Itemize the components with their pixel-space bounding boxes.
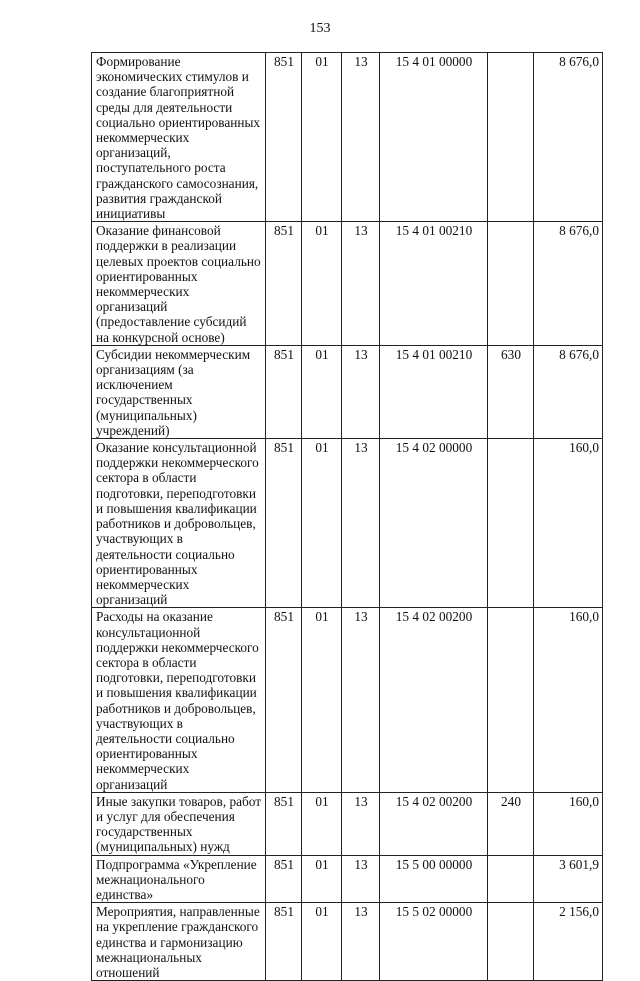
amount: 160,0 xyxy=(534,439,603,608)
target-code: 15 4 01 00210 xyxy=(380,345,488,438)
table-row xyxy=(92,222,603,346)
subsection-code: 13 xyxy=(342,608,380,792)
amount: 160,0 xyxy=(534,792,603,855)
amount: 160,0 xyxy=(534,608,603,792)
table-row xyxy=(92,53,603,222)
table-row xyxy=(92,608,603,792)
row-name: Мероприятия, направленные на укрепление гражданского единства и гармонизацию межнациональных отношений xyxy=(92,903,266,981)
amount: 8 676,0 xyxy=(534,345,603,438)
ministry-code: 851 xyxy=(266,903,302,981)
subsection-code: 13 xyxy=(342,439,380,608)
row-name: Расходы на оказание консультационной поддержки некоммерческого сектора в области подготовки, переподготовки и повышения квалификации работников и добровольцев, участвующих в деятельности социально ориентированных некоммерческих организаций xyxy=(92,608,266,792)
target-code: 15 4 02 00200 xyxy=(380,608,488,792)
expense-type-code xyxy=(488,855,534,903)
expense-type-code: 240 xyxy=(488,792,534,855)
amount: 8 676,0 xyxy=(534,222,603,346)
row-name: Формирование экономических стимулов и создание благоприятной среды для деятельности социально ориентированных некоммерческих организаций, поступательного роста гражданского самосознания, развития гражданской инициативы xyxy=(92,53,266,222)
target-code: 15 4 01 00210 xyxy=(380,222,488,346)
expense-type-code xyxy=(488,53,534,222)
expense-type-code: 630 xyxy=(488,345,534,438)
row-name: Подпрограмма «Укрепление межнационального единства» xyxy=(92,855,266,903)
subsection-code: 13 xyxy=(342,903,380,981)
section-code: 01 xyxy=(302,345,342,438)
section-code: 01 xyxy=(302,222,342,346)
amount: 3 601,9 xyxy=(534,855,603,903)
ministry-code: 851 xyxy=(266,792,302,855)
amount: 2 156,0 xyxy=(534,903,603,981)
row-name: Оказание финансовой поддержки в реализации целевых проектов социально ориентированных некоммерческих организаций (предоставление субсидий на конкурсной основе) xyxy=(92,222,266,346)
section-code: 01 xyxy=(302,608,342,792)
section-code: 01 xyxy=(302,439,342,608)
subsection-code: 13 xyxy=(342,53,380,222)
table-row xyxy=(92,792,603,855)
page-number: 153 xyxy=(309,21,331,36)
row-name: Оказание консультационной поддержки некоммерческого сектора в области подготовки, переподготовки и повышения квалификации работников и добровольцев, участвующих в деятельности социально ориентированных некоммерческих организаций xyxy=(92,439,266,608)
ministry-code: 851 xyxy=(266,439,302,608)
table-row xyxy=(92,345,603,438)
section-code: 01 xyxy=(302,792,342,855)
expense-type-code xyxy=(488,439,534,608)
ministry-code: 851 xyxy=(266,608,302,792)
target-code: 15 4 02 00000 xyxy=(380,439,488,608)
section-code: 01 xyxy=(302,903,342,981)
ministry-code: 851 xyxy=(266,222,302,346)
section-code: 01 xyxy=(302,53,342,222)
subsection-code: 13 xyxy=(342,855,380,903)
target-code: 15 4 01 00000 xyxy=(380,53,488,222)
budget-table xyxy=(91,52,603,981)
ministry-code: 851 xyxy=(266,53,302,222)
row-name: Иные закупки товаров, работ и услуг для обеспечения государственных (муниципальных) нужд xyxy=(92,792,266,855)
target-code: 15 5 00 00000 xyxy=(380,855,488,903)
row-name: Субсидии некоммерческим организациям (за исключением государственных (муниципальных) учреждений) xyxy=(92,345,266,438)
expense-type-code xyxy=(488,903,534,981)
amount: 8 676,0 xyxy=(534,53,603,222)
table-row xyxy=(92,903,603,981)
ministry-code: 851 xyxy=(266,345,302,438)
section-code: 01 xyxy=(302,855,342,903)
target-code: 15 5 02 00000 xyxy=(380,903,488,981)
expense-type-code xyxy=(488,222,534,346)
subsection-code: 13 xyxy=(342,222,380,346)
table-row xyxy=(92,855,603,903)
subsection-code: 13 xyxy=(342,792,380,855)
table-row xyxy=(92,439,603,608)
ministry-code: 851 xyxy=(266,855,302,903)
subsection-code: 13 xyxy=(342,345,380,438)
expense-type-code xyxy=(488,608,534,792)
target-code: 15 4 02 00200 xyxy=(380,792,488,855)
